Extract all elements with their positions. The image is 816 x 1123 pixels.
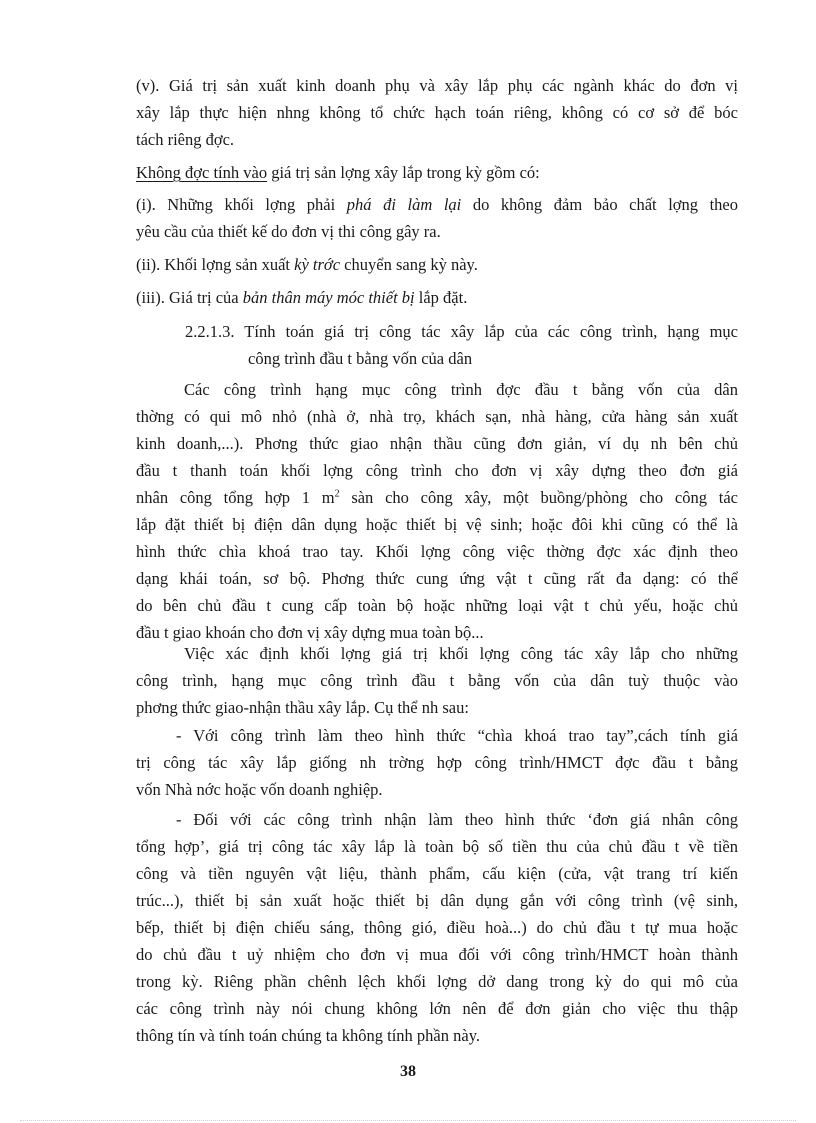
section-heading	[185, 318, 738, 345]
text-line: bếp, thiết bị điện chiếu sáng, thông gió, điều hoà...) do chủ đầu t tự mua hoặc	[136, 918, 738, 937]
excluded-item-i	[136, 191, 738, 245]
text-line: công trình, hạng mục công trình đầu t bằng vốn của dân tuỳ thuộc vào	[136, 671, 738, 690]
text-run: chuyển sang kỳ này.	[340, 255, 478, 274]
paragraph-1	[136, 376, 738, 646]
excluded-items-heading	[136, 159, 738, 186]
underlined-phrase: Không đợc tính vào	[136, 163, 268, 182]
text-line: do chủ đầu t uỷ nhiệm cho đơn vị mua đối với công trình/HMCT hoàn thành	[136, 945, 738, 964]
text-run: lắp đặt.	[414, 288, 468, 307]
text-line: trị công tác xây lắp giống nh trờng hợp công trình/HMCT đợc đầu t bằng	[136, 753, 738, 772]
text-line: tách riêng đợc.	[136, 130, 235, 149]
text-line: đầu t thanh toán khối lợng công trình cho đơn vị xây dựng theo đơn giá	[136, 461, 738, 480]
text-line: tổng hợp’, giá trị công tác xây lắp là toàn bộ số tiền thu của chủ đầu t về tiền	[136, 837, 738, 856]
heading-rest: giá trị sản lợng xây lắp trong kỳ gồm có:	[267, 163, 540, 182]
text-line: trong kỳ. Riêng phần chênh lệch khối lợng dở dang trong kỳ do qui mô của	[136, 972, 738, 991]
text-line: trúc...), thiết bị sản xuất hoặc thiết bị dân dụng gắn với công trình (vệ sinh,	[136, 891, 738, 910]
text-run: nhân công tổng hợp 1 m	[136, 488, 335, 507]
superscript: 2	[334, 488, 340, 500]
text-line: vốn Nhà nớc hoặc vốn doanh nghiệp.	[136, 780, 383, 799]
text-line: phơng thức giao-nhận thầu xây lắp. Cụ thể nh sau:	[136, 698, 469, 717]
page-number: 38	[400, 1063, 416, 1080]
text-line: xây lắp thực hiện nhng không tổ chức hạch toán riêng, không có cơ sở để bóc	[136, 103, 738, 122]
italic-phrase: kỳ trớc	[294, 255, 341, 274]
page-bottom-divider	[20, 1120, 796, 1121]
text-line: (v). Giá trị sản xuất kinh doanh phụ và xây lắp phụ các ngành khác do đơn vị	[136, 76, 738, 95]
section-heading-cont	[248, 345, 738, 372]
text-line: dạng khái toán, sơ bộ. Phơng thức cung ứng vật t cũng rất đa dạng: có thể	[136, 569, 738, 588]
text-line: Việc xác định khối lợng giá trị khối lợng công tác xây lắp cho những	[184, 644, 738, 663]
italic-phrase: bản thân máy móc thiết bị	[242, 288, 415, 307]
text-line: lắp đặt thiết bị điện dân dụng hoặc thiết bị vệ sinh; hoặc đôi khi cũng có thể là	[136, 515, 738, 534]
heading-line: 2.2.1.3. Tính toán giá trị công tác xây lắp của các công trình, hạng mục	[185, 322, 738, 341]
italic-phrase: phá đi làm lại	[346, 195, 462, 214]
text-line: kinh doanh,...). Phơng thức giao nhận thầu cũng đơn giản, ví dụ nh bên chủ	[136, 434, 738, 453]
paragraph-4	[136, 806, 738, 1049]
text-line: công và tiền nguyên vật liệu, thành phẩm, cấu kiện (cửa, vật trang trí kiến	[136, 864, 738, 883]
paragraph-2	[136, 640, 738, 721]
heading-line: công trình đầu t bằng vốn của dân	[248, 349, 473, 368]
text-run: (i). Những khối lợng phải	[136, 195, 347, 214]
paragraph-item-v	[136, 72, 738, 153]
text-run: (ii). Khối lợng sản xuất	[136, 255, 295, 274]
text-line: hình thức chìa khoá trao tay. Khối lợng công việc thờng đợc xác định theo	[136, 542, 738, 561]
excluded-item-ii	[136, 251, 738, 278]
paragraph-3	[136, 722, 738, 803]
excluded-item-iii	[136, 284, 738, 311]
text-line: thờng có qui mô nhỏ (nhà ở, nhà trọ, khách sạn, nhà hàng, cửa hàng sản xuất	[136, 407, 738, 426]
text-line: thông tín và tính toán chúng ta không tính phần này.	[136, 1026, 481, 1045]
text-line: do bên chủ đầu t cung cấp toàn bộ hoặc những loại vật t chủ yếu, hoặc chủ	[136, 596, 738, 615]
text-line: - Với công trình làm theo hình thức “chìa khoá trao tay”,cách tính giá	[176, 726, 738, 745]
text-line: đầu t giao khoán cho đơn vị xây dựng mua toàn bộ...	[136, 623, 484, 642]
text-line: yêu cầu của thiết kế do đơn vị thi công gây ra.	[136, 222, 441, 241]
text-line: - Đối với các công trình nhận làm theo hình thức ‘đơn giá nhân công	[176, 810, 738, 829]
text-line: Các công trình hạng mục công trình đợc đầu t bằng vốn của dân	[184, 380, 738, 399]
text-run: do không đảm bảo chất lợng theo	[461, 195, 738, 214]
text-run: (iii). Giá trị của	[136, 288, 243, 307]
text-run: sàn cho công xây, một buồng/phòng cho công tác	[339, 488, 738, 507]
text-line: các công trình này nói chung không lớn nên để đơn giản cho việc thu thập	[136, 999, 738, 1018]
